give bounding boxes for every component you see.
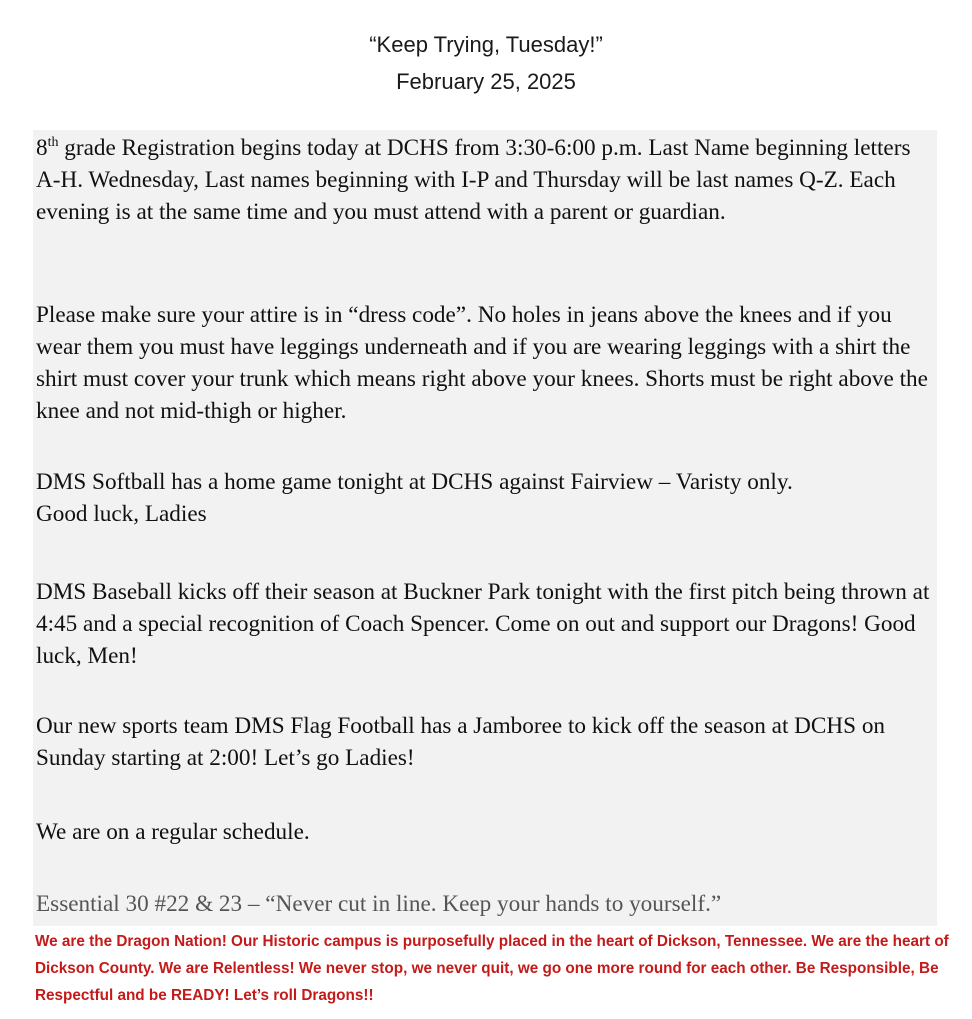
essential-30-announcement: Essential 30 #22 & 23 – “Never cut in line. Keep your hands to yourself.” (36, 891, 722, 917)
grade-number: 8 (36, 135, 48, 161)
grade-suffix: th (47, 135, 59, 150)
announcement-date: February 25, 2025 (396, 69, 576, 94)
softball-line-2: Good luck, Ladies (36, 501, 207, 527)
softball-announcement (36, 466, 936, 530)
softball-line-1: DMS Softball has a home game tonight at DCHS against Fairview – Varisty only. (36, 469, 793, 495)
schedule-announcement: We are on a regular schedule. (36, 819, 310, 845)
registration-text: grade Registration begins today at DCHS from 3:30-6:00 p.m. Last Name beginning letters A-H. Wednesday, Last names beginning with I-P and Thursday will be last names Q-Z. Each evening is at the same time and you must attend with a parent or guardian. (36, 135, 911, 225)
day-title: “Keep Trying, Tuesday!” (369, 32, 603, 57)
announcement-header (0, 26, 972, 100)
dress-code-announcement: Please make sure your attire is in “dress code”. No holes in jeans above the knees and if you wear them you must have leggings underneath and if you are wearing leggings with a shirt the shirt must cover your trunk which means right above your knees. Shorts must be right above the knee and not mid-thigh or higher. (36, 302, 928, 424)
dragon-nation-footer: We are the Dragon Nation! Our Historic campus is purposefully placed in the heart of Dickson, Tennessee. We are the heart of Dickson County. We are Relentless! We never stop, we never quit, we go one more round for each other. Be Responsible, Be Respectful and be READY! Let’s roll Dragons!! (35, 933, 949, 1004)
baseball-announcement: DMS Baseball kicks off their season at Buckner Park tonight with the first pitch being thrown at 4:45 and a special recognition of Coach Spencer. Come on out and support our Dragons! Good luck, Men! (36, 579, 930, 669)
registration-announcement (36, 132, 936, 228)
flag-football-announcement: Our new sports team DMS Flag Football has a Jamboree to kick off the season at DCHS on Sunday starting at 2:00! Let’s go Ladies! (36, 713, 886, 771)
